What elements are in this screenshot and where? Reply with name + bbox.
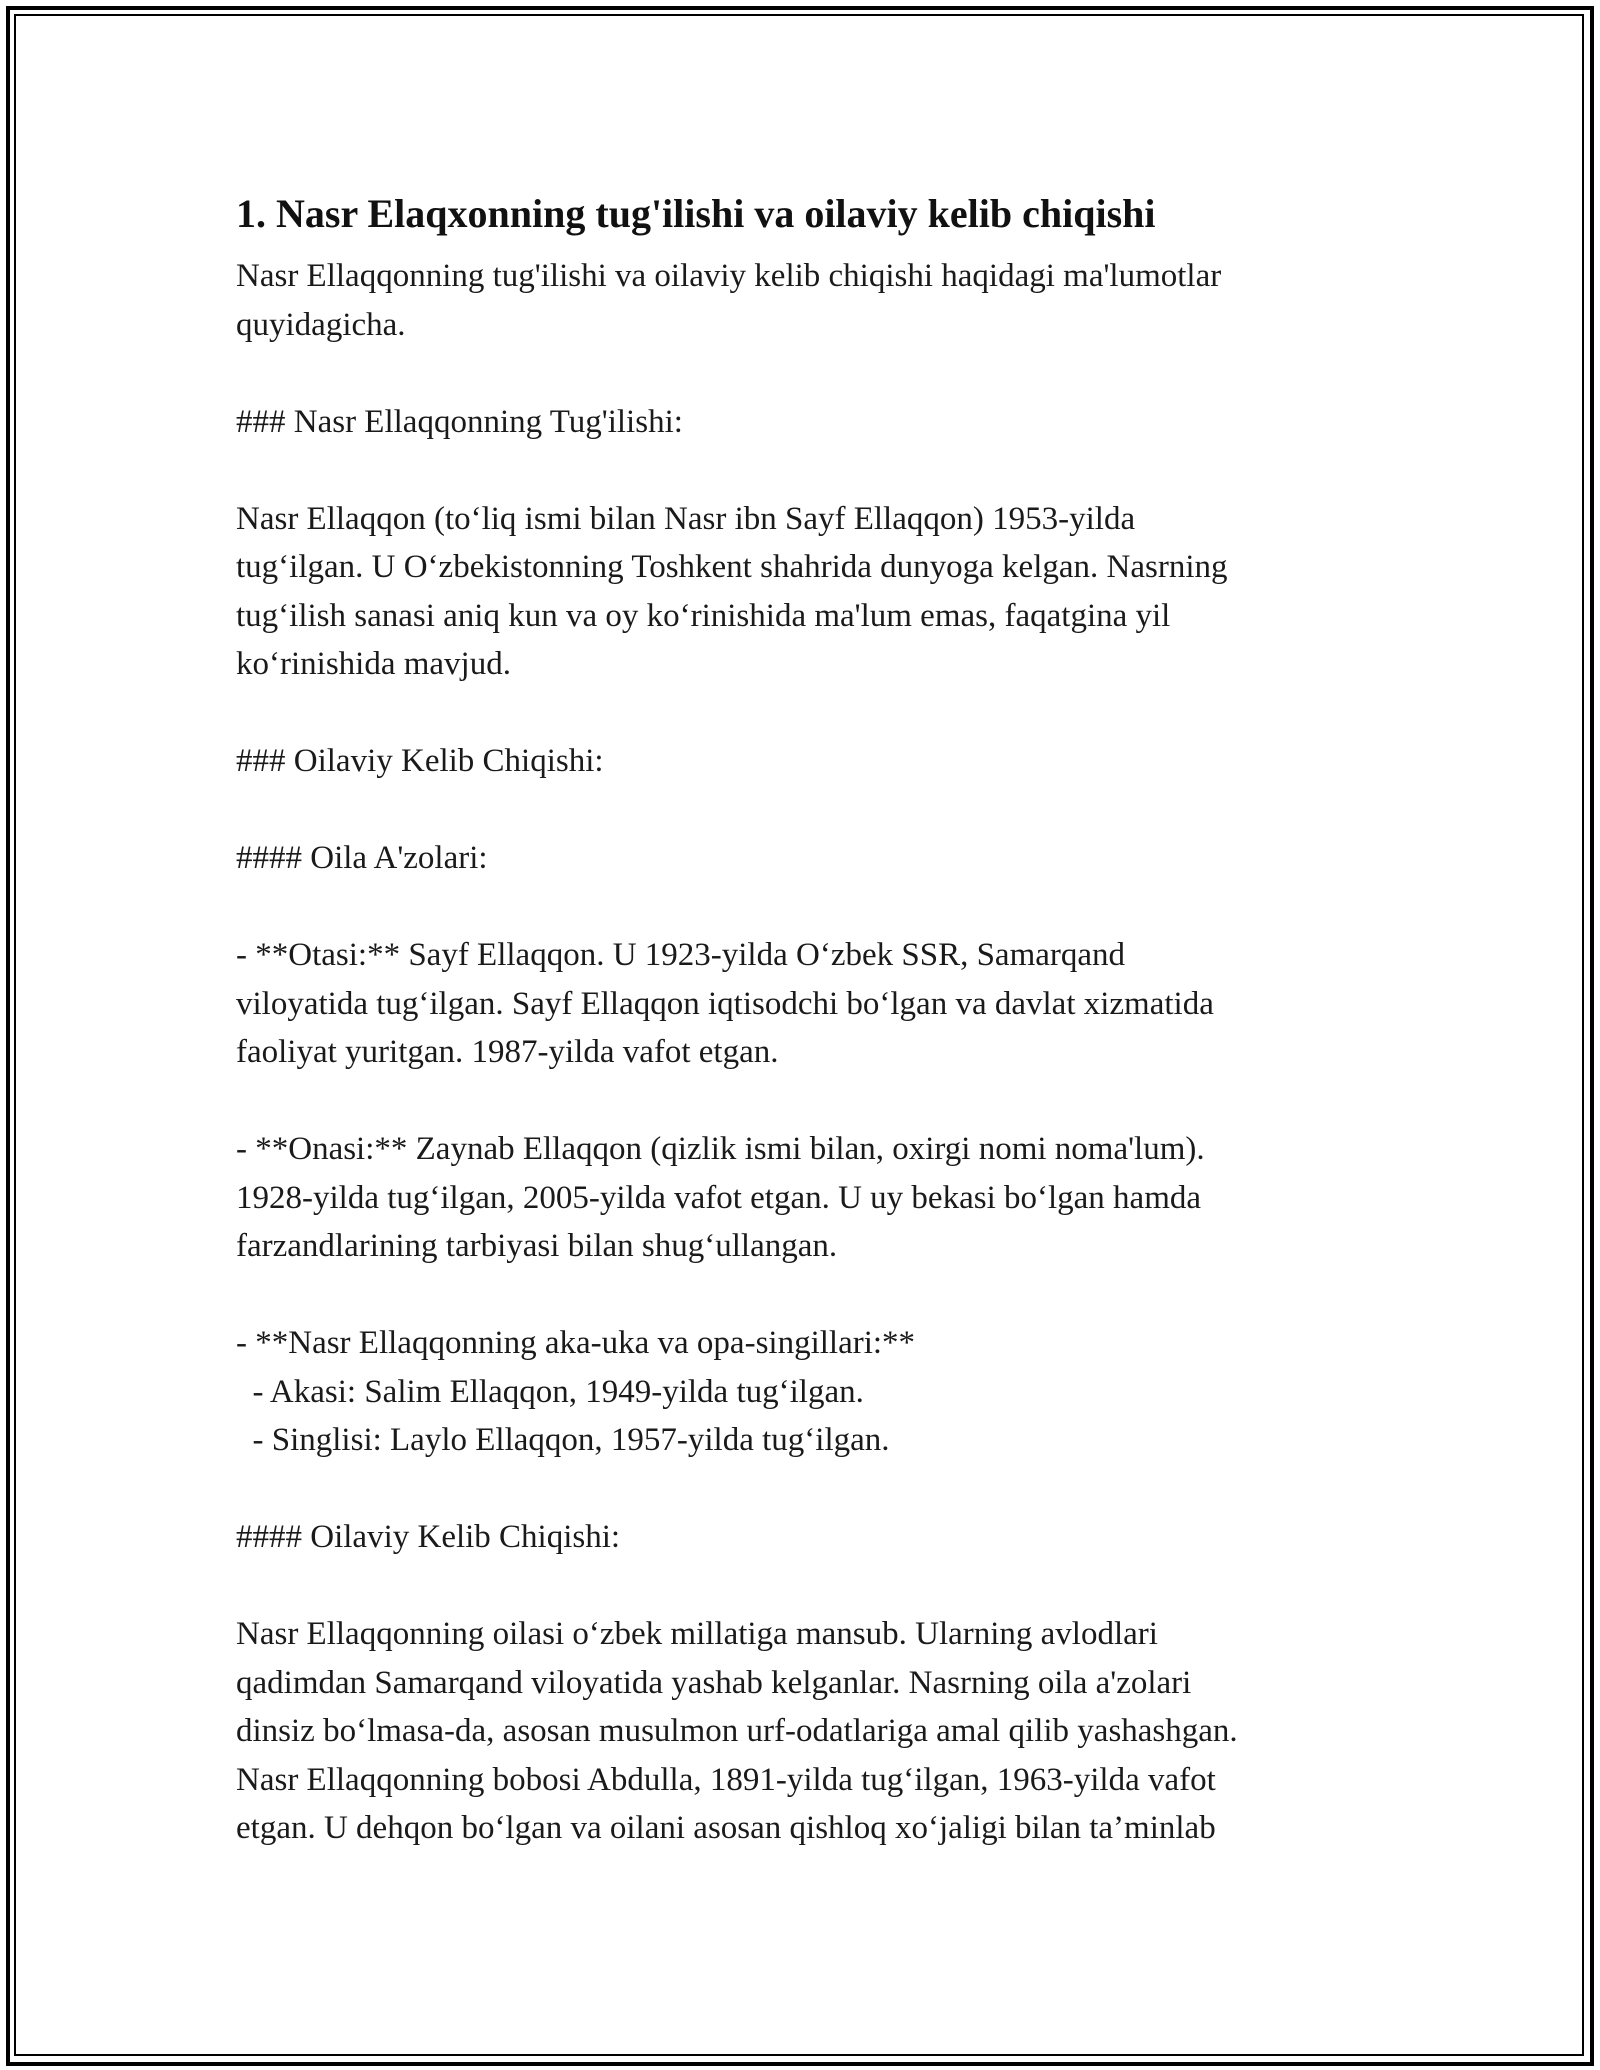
text-line: - **Otasi:** Sayf Ellaqqon. U 1923-yilda O‘zbek SSR, Samarqand: [236, 937, 1126, 973]
text-line: #### Oila A'zolari:: [236, 840, 488, 876]
text-line: #### Oilaviy Kelib Chiqishi:: [236, 1519, 621, 1555]
text-line: Nasr Ellaqqonning oilasi o‘zbek millatiga mansub. Ularning avlodlari: [236, 1616, 1158, 1652]
text-line: - **Nasr Ellaqqonning aka-uka va opa-singillari:**: [236, 1325, 916, 1361]
intro-paragraph: [236, 252, 1376, 349]
text-line: ### Oilaviy Kelib Chiqishi:: [236, 743, 604, 779]
siblings-list-item: [236, 1319, 1376, 1465]
document-title: 1. Nasr Elaqxonning tug'ilishi va oilaviy kelib chiqishi: [236, 191, 1156, 236]
text-line: faoliyat yuritgan. 1987-yilda vafot etgan.: [236, 1034, 779, 1070]
text-line: 1928-yilda tug‘ilgan, 2005-yilda vafot etgan. U uy bekasi bo‘lgan hamda: [236, 1179, 1202, 1216]
section-heading-birth: [236, 398, 1376, 447]
text-line: ko‘rinishida mavjud.: [236, 646, 511, 682]
text-line: farzandlarining tarbiyasi bilan shug‘ullangan.: [236, 1228, 838, 1264]
text-line: viloyatida tug‘ilgan. Sayf Ellaqqon iqtisodchi bo‘lgan va davlat xizmatida: [236, 985, 1214, 1022]
text-line: qadimdan Samarqand viloyatida yashab kelganlar. Nasrning oila a'zolari: [236, 1664, 1192, 1701]
text-line: etgan. U dehqon bo‘lgan va oilani asosan qishloq xo‘jaligi bilan ta’minlab: [236, 1810, 1216, 1846]
text-line: ### Nasr Ellaqqonning Tug'ilishi:: [236, 403, 683, 440]
sibling-subitem: - Akasi: Salim Ellaqqon, 1949-yilda tug‘ilgan.: [236, 1373, 864, 1410]
text-line: Nasr Ellaqqonning bobosi Abdulla, 1891-yilda tug‘ilgan, 1963-yilda vafot: [236, 1761, 1216, 1798]
father-list-item: [236, 931, 1376, 1077]
text-line: tug‘ilgan. U O‘zbekistonning Toshkent shahrida dunyoga kelgan. Nasrning: [236, 549, 1228, 585]
subsection-heading-family-origin: [236, 1513, 1376, 1562]
birth-paragraph: [236, 495, 1376, 689]
text-line: - **Onasi:** Zaynab Ellaqqon (qizlik ismi bilan, oxirgi nomi noma'lum).: [236, 1131, 1205, 1167]
text-line: Nasr Ellaqqon (to‘liq ismi bilan Nasr ibn Sayf Ellaqqon) 1953-yilda: [236, 500, 1136, 537]
section-heading-origin: [236, 737, 1376, 786]
sibling-subitem: - Singlisi: Laylo Ellaqqon, 1957-yilda tug‘ilgan.: [236, 1422, 890, 1458]
mother-list-item: [236, 1125, 1376, 1271]
text-line: tug‘ilish sanasi aniq kun va oy ko‘rinishida ma'lum emas, faqatgina yil: [236, 597, 1171, 634]
text-line: dinsiz bo‘lmasa-da, asosan musulmon urf-odatlariga amal qilib yashashgan.: [236, 1713, 1238, 1749]
text-line: quyidagicha.: [236, 306, 406, 343]
document-page: [236, 180, 1376, 1901]
text-line: Nasr Ellaqqonning tug'ilishi va oilaviy kelib chiqishi haqidagi ma'lumotlar: [236, 258, 1222, 294]
origin-paragraph: [236, 1610, 1376, 1853]
subsection-heading-family-members: [236, 834, 1376, 883]
